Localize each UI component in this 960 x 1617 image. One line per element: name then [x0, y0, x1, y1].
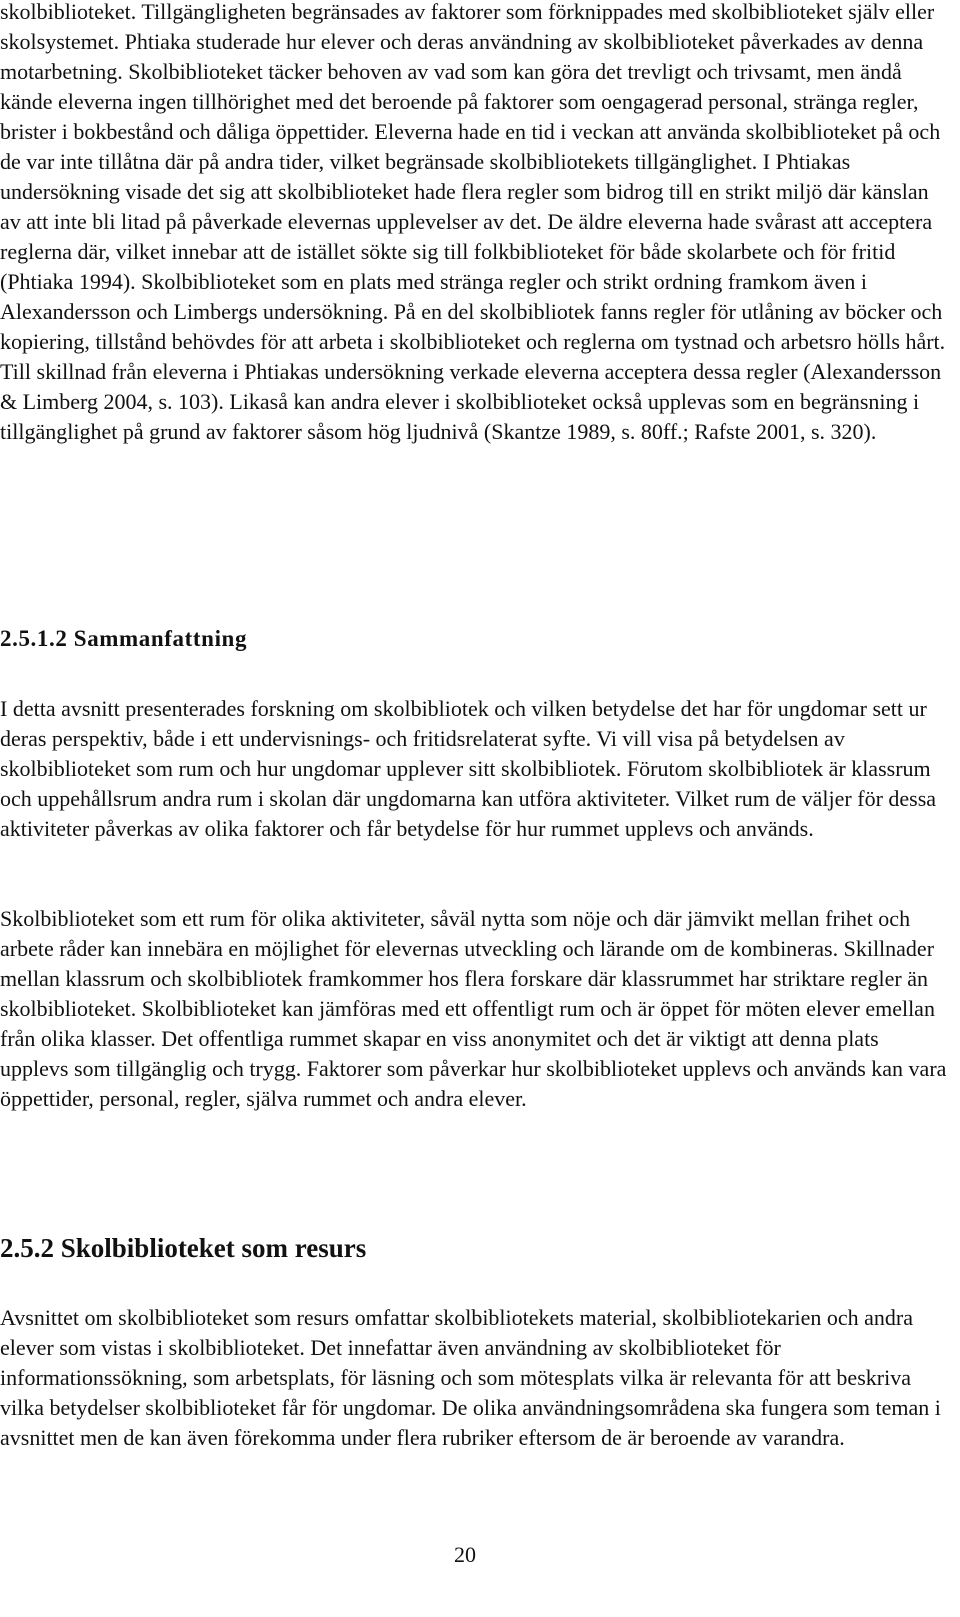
- paragraph-summary-continued: Skolbiblioteket som ett rum för olika aktiviteter, såväl nytta som nöje och där jämvikt mellan frihet och arbete råder kan innebära en möjlighet för elevernas utveckling och lärande om de kombineras. Skillnader mellan klassrum och skolbibliotek framkommer hos flera forskare där klassrummet har striktare regler än skolbiblioteket. Skolbiblioteket kan jämföras med ett offentligt rum och är öppet för möten elever emellan från olika klasser. Det offentliga rummet skapar en viss anonymitet och det är viktigt att denna plats upplevs som tillgänglig och trygg. Faktorer som påverkar hur skolbiblioteket upplevs och används kan vara öppettider, personal, regler, själva rummet och andra elever.: [0, 906, 947, 1111]
- paragraph-summary: I detta avsnitt presenterades forskning om skolbibliotek och vilken betydelse det har för ungdomar sett ur deras perspektiv, både i ett undervisnings- och fritidsrelaterat syfte. Vi vill visa på betydelsen av skolbiblioteket som rum och hur ungdomar upplever sitt skolbibliotek. Förutom skolbibliotek är klassrum och uppehållsrum andra rum i skolan där ungdomarna kan utföra aktiviteter. Vilket rum de väljer för dessa aktiviteter påverkas av olika faktorer och får betydelse för hur rummet upplevs och används.: [0, 696, 937, 841]
- paragraph-resurs: Avsnittet om skolbiblioteket som resurs omfattar skolbibliotekets material, skolbibliotekarien och andra elever som vistas i skolbiblioteket. Det innefattar även användning av skolbiblioteket för informationssökning, som arbetsplats, för läsning och som mötesplats vilka är relevanta för att beskriva vilka betydelser skolbiblioteket får för ungdomar. De olika användningsområdena ska fungera som teman i avsnittet men de kan även förekomma under flera rubriker eftersom de är beroende av varandra.: [0, 1305, 941, 1450]
- section-heading-sammanfattning: 2.5.1.2 Sammanfattning: [0, 626, 248, 651]
- page-number: 20: [454, 1542, 476, 1567]
- section-heading-resurs: 2.5.2 Skolbiblioteket som resurs: [0, 1233, 367, 1263]
- paragraph-intro: skolbiblioteket. Tillgängligheten begränsades av faktorer som förknippades med skolbiblioteket själv eller skolsystemet. Phtiaka studerade hur elever och deras användning av skolbiblioteket påverkades av denna motarbetning. Skolbiblioteket täcker behoven av vad som kan göra det trevligt och trivsamt, men ändå kände eleverna ingen tillhörighet med det beroende på faktorer som oengagerad personal, stränga regler, brister i bokbestånd och dåliga öppettider. Eleverna hade en tid i veckan att använda skolbiblioteket på och de var inte tillåtna där på andra tider, vilket begränsade skolbibliotekets tillgänglighet. I Phtiakas undersökning visade det sig att skolbiblioteket hade flera regler som bidrog till en strikt miljö där känslan av att inte bli litad på påverkade elevernas upplevelser av det. De äldre eleverna hade svårast att acceptera reglerna där, vilket innebar att de istället sökte sig till folkbiblioteket för både skolarbete och för fritid (Phtiaka 1994). Skolbiblioteket som en plats med stränga regler och strikt ordning framkom även i Alexandersson och Limbergs undersökning. På en del skolbibliotek fanns regler för utlåning av böcker och kopiering, tillstånd behövdes för att arbeta i skolbiblioteket och reglerna om tystnad och arbetsro hölls hårt. Till skillnad från eleverna i Phtiakas undersökning verkade eleverna acceptera dessa regler (Alexandersson & Limberg 2004, s. 103). Likaså kan andra elever i skolbiblioteket också upplevas som en begränsning i tillgänglighet på grund av faktorer såsom hög ljudnivå (Skantze 1989, s. 80ff.; Rafste 2001, s. 320).: [0, 0, 946, 444]
